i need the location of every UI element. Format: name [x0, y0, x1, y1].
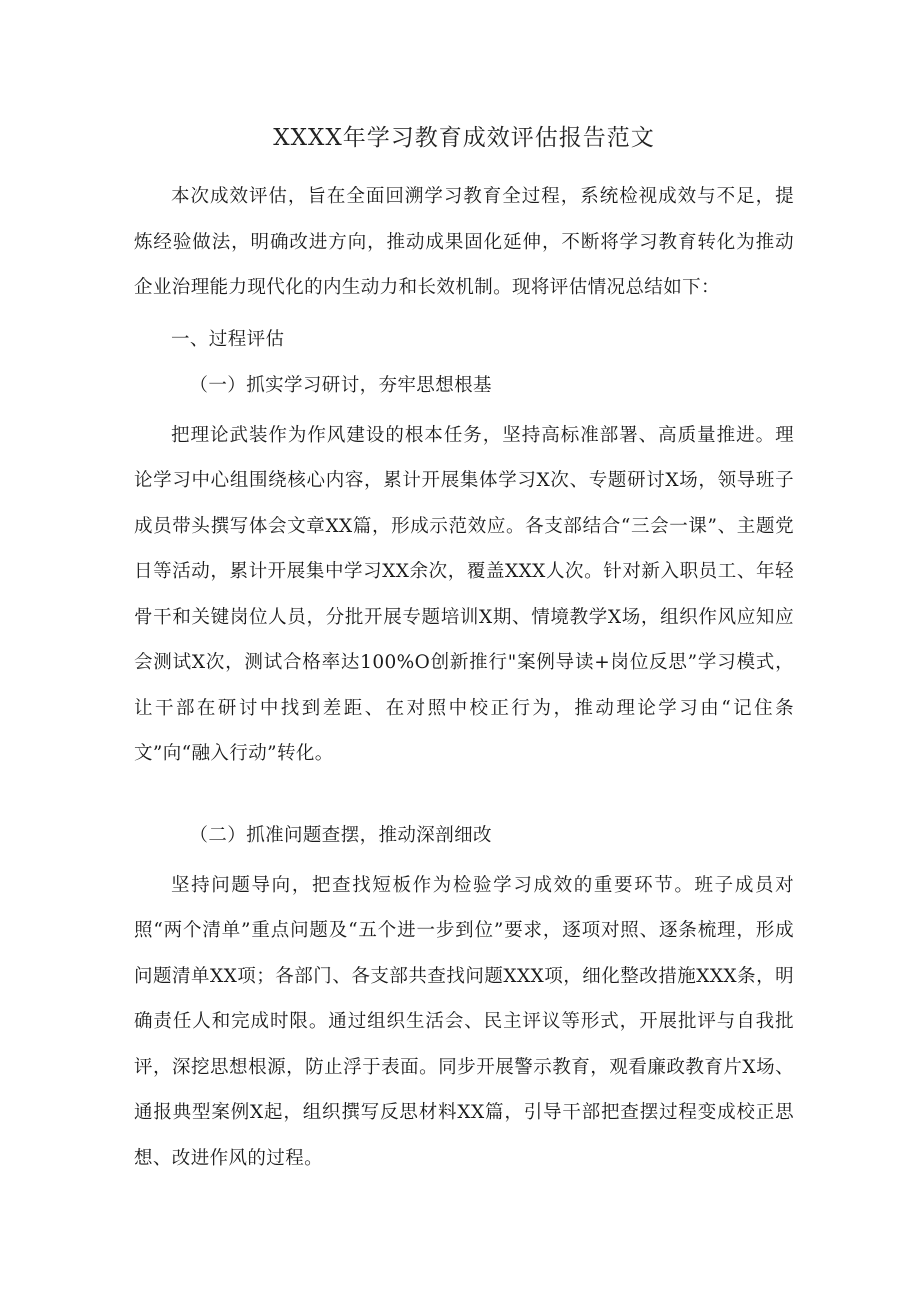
section-gap — [134, 777, 794, 813]
subsection-heading-problems: （二）抓准问题查摆，推动深剖细改 — [189, 824, 492, 846]
subsection-body-problems: 坚持问题导向，把查找短板作为检验学习成效的重要环节。班子成员对照“两个清单”重点问题及“五个进一步到位”要求，逐项对照、逐条梳理，形成问题清单XX项；各部门、各支部共查找问题XXX项，细化整改措施XXX条，明确责任人和完成时限。通过组织生活会、民主评议等形式，开展批评与自我批评，深挖思想根源，防止浮于表面。同步开展警示教育，观看廉政教育片X场、通报典型案例X起，组织撰写反思材料XX篇，引导干部把查摆过程变成校正思想、改进作风的过程。 — [134, 874, 794, 1169]
subsection-heading-study: （一）抓实学习研讨，夯牢思想根基 — [189, 374, 492, 396]
intro-paragraph: 本次成效评估，旨在全面回溯学习教育全过程，系统检视成效与不足，提炼经验做法，明确改进方向，推动成果固化延伸，不断将学习教育转化为推动企业治理能力现代化的内生动力和长效机制。现将评估情况总结如下： — [134, 186, 794, 298]
section-heading-process-evaluation: 一、过程评估 — [171, 328, 285, 350]
subsection-body-study: 把理论武装作为作风建设的根本任务，坚持高标准部署、高质量推进。理论学习中心组围绕核心内容，累计开展集体学习X次、专题研讨X场，领导班子成员带头撰写体会文章XX篇，形成示范效应。各支部结合“三会一课”、主题党日等活动，累计开展集中学习XX余次，覆盖XXX人次。针对新入职员工、年轻骨干和关键岗位人员，分批开展专题培训X期、情境教学X场，组织作风应知应会测试X次，测试合格率达100%O创新推行"案例导读+岗位反思”学习模式，让干部在研讨中找到差距、在对照中校正行为，推动理论学习由“记住条文”向“融入行动”转化。 — [134, 424, 794, 764]
document-title: XXXX年学习教育成效评估报告范文 — [273, 125, 655, 151]
document-page — [134, 112, 794, 1181]
